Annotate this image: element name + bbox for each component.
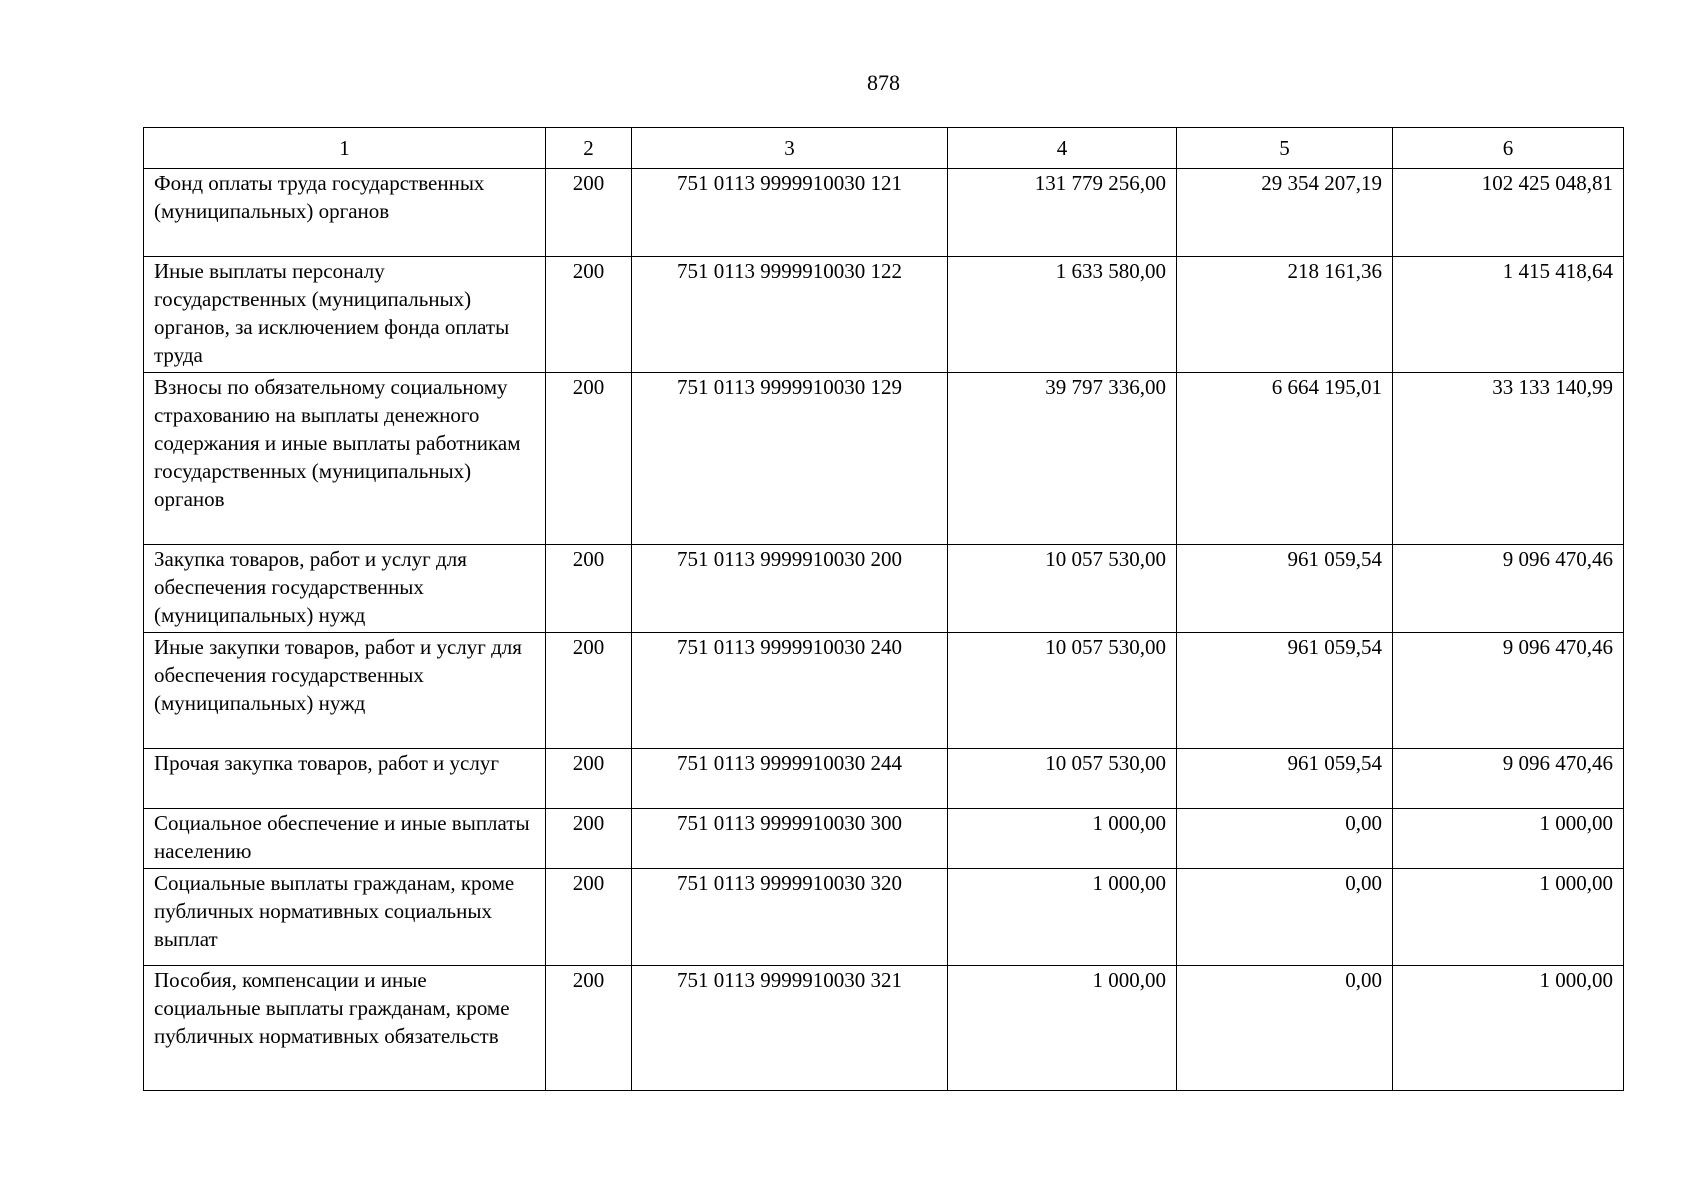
row-line-code: 200: [546, 633, 632, 749]
row-executed: 961 059,54: [1177, 633, 1393, 749]
row-executed: 29 354 207,19: [1177, 169, 1393, 257]
header-col-5: 5: [1177, 128, 1393, 169]
row-unexecuted: 102 425 048,81: [1393, 169, 1624, 257]
row-approved: 10 057 530,00: [948, 749, 1177, 809]
table-row: [144, 966, 1624, 1091]
row-budget-code: 751 0113 9999910030 240: [632, 633, 948, 749]
table-row: [144, 169, 1624, 257]
row-unexecuted: 9 096 470,46: [1393, 545, 1624, 633]
row-line-code: 200: [546, 809, 632, 869]
row-approved: 10 057 530,00: [948, 633, 1177, 749]
row-line-code: 200: [546, 545, 632, 633]
header-col-3: 3: [632, 128, 948, 169]
row-line-code: 200: [546, 169, 632, 257]
row-executed: 961 059,54: [1177, 545, 1393, 633]
row-line-code: 200: [546, 257, 632, 373]
row-executed: 0,00: [1177, 966, 1393, 1091]
row-line-code: 200: [546, 749, 632, 809]
table-row: [144, 749, 1624, 809]
row-executed: 0,00: [1177, 809, 1393, 869]
row-name: Иные закупки товаров, работ и услуг для обеспечения государственных (муниципальных) нужд: [144, 633, 546, 749]
row-unexecuted: 1 000,00: [1393, 966, 1624, 1091]
header-col-2: 2: [546, 128, 632, 169]
table-row: [144, 373, 1624, 545]
header-col-4: 4: [948, 128, 1177, 169]
page-number: 878: [867, 70, 900, 95]
header-row: [144, 128, 1624, 169]
table-row: [144, 869, 1624, 966]
row-name: Закупка товаров, работ и услуг для обеспечения государственных (муниципальных) нужд: [144, 545, 546, 633]
row-budget-code: 751 0113 9999910030 129: [632, 373, 948, 545]
row-name: Взносы по обязательному социальному страхованию на выплаты денежного содержания и иные выплаты работникам государственных (муниципальных) органов: [144, 373, 546, 545]
row-unexecuted: 33 133 140,99: [1393, 373, 1624, 545]
row-executed: 218 161,36: [1177, 257, 1393, 373]
table-row: [144, 809, 1624, 869]
row-executed: 0,00: [1177, 869, 1393, 966]
row-name: Социальные выплаты гражданам, кроме публичных нормативных социальных выплат: [144, 869, 546, 966]
row-name: Фонд оплаты труда государственных (муниципальных) органов: [144, 169, 546, 257]
row-unexecuted: 1 000,00: [1393, 869, 1624, 966]
row-name: Социальное обеспечение и иные выплаты населению: [144, 809, 546, 869]
row-approved: 39 797 336,00: [948, 373, 1177, 545]
row-approved: 10 057 530,00: [948, 545, 1177, 633]
row-budget-code: 751 0113 9999910030 244: [632, 749, 948, 809]
row-approved: 131 779 256,00: [948, 169, 1177, 257]
row-approved: 1 000,00: [948, 869, 1177, 966]
row-budget-code: 751 0113 9999910030 321: [632, 966, 948, 1091]
row-budget-code: 751 0113 9999910030 320: [632, 869, 948, 966]
table-row: [144, 257, 1624, 373]
row-executed: 6 664 195,01: [1177, 373, 1393, 545]
row-unexecuted: 1 415 418,64: [1393, 257, 1624, 373]
row-budget-code: 751 0113 9999910030 122: [632, 257, 948, 373]
row-unexecuted: 9 096 470,46: [1393, 749, 1624, 809]
table-row: [144, 633, 1624, 749]
table-row: [144, 545, 1624, 633]
row-executed: 961 059,54: [1177, 749, 1393, 809]
header-col-1: 1: [144, 128, 546, 169]
budget-table: [143, 127, 1624, 1091]
row-name: Иные выплаты персоналу государственных (муниципальных) органов, за исключением фонда оплаты труда: [144, 257, 546, 373]
row-line-code: 200: [546, 373, 632, 545]
row-budget-code: 751 0113 9999910030 121: [632, 169, 948, 257]
row-name: Пособия, компенсации и иные социальные выплаты гражданам, кроме публичных нормативных обязательств: [144, 966, 546, 1091]
row-name: Прочая закупка товаров, работ и услуг: [144, 749, 546, 809]
row-line-code: 200: [546, 869, 632, 966]
header-col-6: 6: [1393, 128, 1624, 169]
row-unexecuted: 1 000,00: [1393, 809, 1624, 869]
row-approved: 1 000,00: [948, 966, 1177, 1091]
row-approved: 1 000,00: [948, 809, 1177, 869]
row-unexecuted: 9 096 470,46: [1393, 633, 1624, 749]
row-budget-code: 751 0113 9999910030 200: [632, 545, 948, 633]
row-budget-code: 751 0113 9999910030 300: [632, 809, 948, 869]
row-approved: 1 633 580,00: [948, 257, 1177, 373]
row-line-code: 200: [546, 966, 632, 1091]
